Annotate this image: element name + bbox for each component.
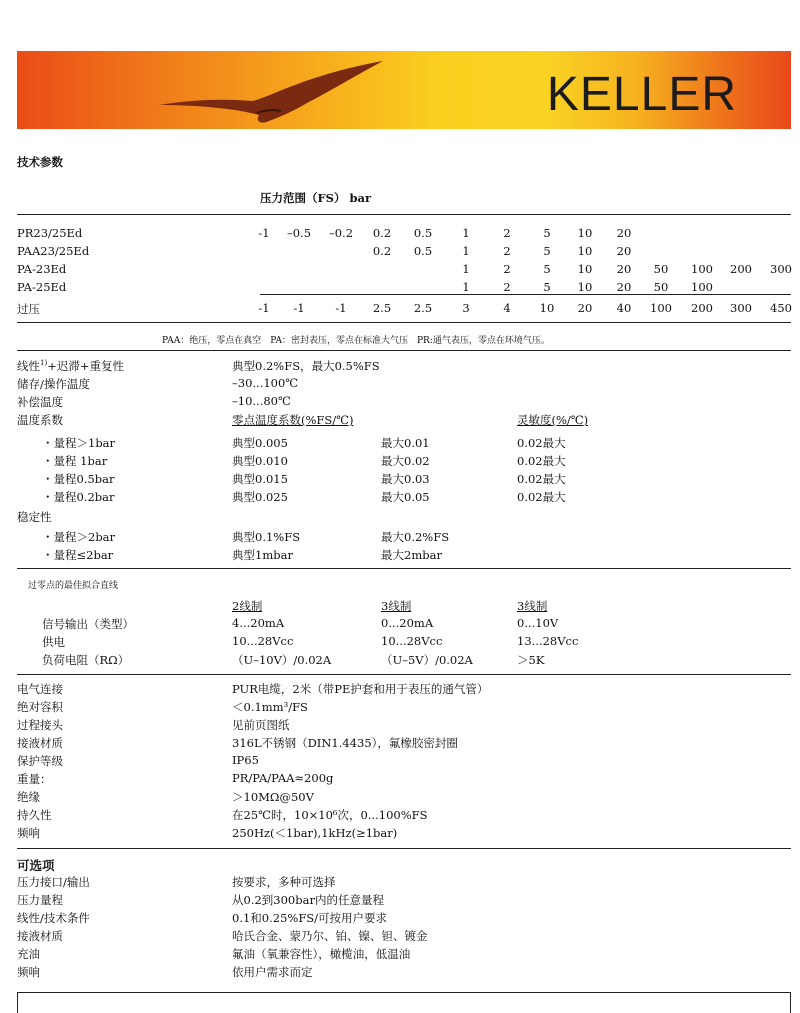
output-row-value: 10...28Vcc [381, 634, 443, 648]
footnote-best-fit: 过零点的最佳拟合直线 [28, 581, 119, 591]
range-cell: 10 [577, 280, 593, 294]
output-row-label: 负荷电阻（RΩ） [42, 653, 130, 667]
range-cell: 5 [543, 244, 551, 258]
stability-row-typ: 典型0.1%FS [232, 530, 301, 544]
tempcoef-row-max: 最大0.01 [381, 436, 430, 450]
tempcoef-row-label: ・量程0.2bar [42, 490, 115, 504]
stability-row-label: ・量程≤2bar [42, 548, 114, 562]
stability-row-typ: 典型1mbar [232, 548, 293, 562]
options-title: 可选项 [17, 858, 55, 873]
output-header-3wire: 3线制 [381, 599, 412, 613]
range-cell: 100 [650, 301, 672, 315]
range-cell: 5 [543, 262, 551, 276]
tempcoef-row-label: ・量程 1bar [42, 454, 108, 468]
range-row-label: PA-25Ed [17, 280, 67, 294]
comp-temp-label: 补偿温度 [17, 395, 63, 409]
elec-label: 接液材质 [17, 736, 63, 750]
range-cell: 300 [730, 301, 752, 315]
output-row-value: 0...10V [517, 616, 559, 630]
range-cell: 0.5 [413, 226, 433, 240]
tempcoef-row-max: 最大0.03 [381, 472, 430, 486]
storage-temp-value: –30...100℃ [232, 376, 299, 390]
range-cell: 450 [770, 301, 792, 315]
range-cell: 50 [653, 262, 669, 276]
range-cell: 0.2 [372, 244, 392, 258]
range-row-label: PR23/25Ed [17, 226, 83, 240]
elec-value: PUR电缆，2米（带PE护套和用于表压的通气管） [232, 682, 489, 696]
footnote-pressure-types: PAA：绝压，零点在真空 PA：密封表压，零点在标准大气压 PR:通气表压，零点在环境气压。 [162, 336, 550, 346]
section-title-tech: 技术参数 [17, 155, 63, 169]
linearity-value: 典型0.2%FS，最大0.5%FS [232, 359, 380, 373]
bird-logo-icon [157, 55, 397, 127]
elec-label: 持久性 [17, 808, 52, 822]
tempcoef-row-typ: 典型0.005 [232, 436, 288, 450]
option-value: 从0.2到300bar内的任意量程 [232, 893, 384, 907]
output-row-value: 13...28Vcc [517, 634, 579, 648]
output-row-value: （U–10V）/0.02A [232, 653, 332, 667]
elec-label: 频响 [17, 826, 40, 840]
range-cell: –0.2 [328, 226, 354, 240]
output-header-3wire-volt: 3线制 [517, 599, 548, 613]
output-row-value: 4...20mA [232, 616, 285, 630]
range-cell: 200 [691, 301, 713, 315]
option-label: 接液材质 [17, 929, 63, 943]
range-cell: 2 [503, 262, 511, 276]
option-label: 充油 [17, 947, 40, 961]
option-value: 哈氏合金、蒙乃尔、铂、镍、钽、镀金 [232, 929, 428, 943]
divider [17, 848, 791, 849]
elec-label: 绝缘 [17, 790, 40, 804]
range-cell: 1 [462, 244, 470, 258]
storage-temp-label: 储存/操作温度 [17, 377, 90, 391]
elec-value: 250Hz(＜1bar),1kHz(≥1bar) [232, 826, 398, 840]
range-cell: 10 [577, 244, 593, 258]
range-cell: 300 [770, 262, 792, 276]
tempcoef-row-sens: 0.02最大 [517, 472, 566, 486]
elec-value: IP65 [232, 753, 259, 767]
option-value: 0.1和0.25%FS/可按用户要求 [232, 911, 388, 925]
header-banner [17, 51, 791, 129]
linearity-label: 线性$^{1)}$+迟滞+重复性 [17, 359, 124, 373]
divider [17, 322, 791, 323]
output-row-label: 供电 [42, 635, 65, 649]
elec-value: ＜0.1mm³/FS [232, 700, 308, 714]
divider [17, 674, 791, 675]
range-cell: –0.5 [286, 226, 312, 240]
tempcoef-row-typ: 典型0.015 [232, 472, 288, 486]
range-cell: 2 [503, 226, 511, 240]
elec-label: 绝对容积 [17, 700, 63, 714]
option-value: 依用户需求而定 [232, 965, 313, 979]
range-cell: 2 [503, 280, 511, 294]
range-cell: 0.5 [413, 244, 433, 258]
stability-row-label: ・量程＞2bar [42, 530, 116, 544]
range-cell: 5 [543, 280, 551, 294]
elec-label: 过程接头 [17, 718, 63, 732]
range-cell: 20 [616, 226, 632, 240]
elec-value: 在25℃时，10×10⁶次，0...100%FS [232, 808, 428, 822]
elec-label: 保护等级 [17, 754, 63, 768]
range-cell: 2.5 [372, 301, 392, 315]
elec-value: 316L不锈钢（DIN1.4435），氟橡胶密封圈 [232, 736, 458, 750]
divider [17, 350, 791, 351]
range-cell: 100 [691, 280, 713, 294]
stability-row-max: 最大0.2%FS [381, 530, 450, 544]
elec-label: 重量： [17, 772, 52, 786]
range-header: 压力范围（FS） bar [260, 191, 372, 205]
range-cell: 20 [616, 262, 632, 276]
elec-value: PR/PA/PAA≈200g [232, 771, 334, 785]
tempcoef-row-label: ・量程0.5bar [42, 472, 115, 486]
output-row-value: 10...28Vcc [232, 634, 294, 648]
range-cell: 2.5 [413, 301, 433, 315]
output-row-label: 信号输出（类型） [42, 617, 134, 631]
range-cell: -1 [258, 226, 270, 240]
tempcoef-row-sens: 0.02最大 [517, 454, 566, 468]
elec-value: ＞10MΩ@50V [232, 790, 314, 804]
temp-coef-label: 温度系数 [17, 413, 63, 427]
range-cell: -1 [293, 301, 305, 315]
tempcoef-row-max: 最大0.05 [381, 490, 430, 504]
range-cell: 10 [577, 262, 593, 276]
option-value: 氟油（氧兼容性），橄榄油，低温油 [232, 947, 411, 961]
range-cell: 10 [539, 301, 555, 315]
option-label: 压力量程 [17, 893, 63, 907]
option-label: 线性/技术条件 [17, 911, 90, 925]
range-cell: -1 [335, 301, 347, 315]
option-label: 压力接口/输出 [17, 875, 90, 889]
range-cell: 0.2 [372, 226, 392, 240]
range-row-label: PA-23Ed [17, 262, 67, 276]
range-cell: 40 [616, 301, 632, 315]
range-cell: 3 [462, 301, 470, 315]
range-cell: 20 [616, 244, 632, 258]
output-header-2wire: 2线制 [232, 599, 263, 613]
range-cell: 1 [462, 280, 470, 294]
range-cell: 20 [616, 280, 632, 294]
tempcoef-row-label: ・量程＞1bar [42, 436, 116, 450]
elec-label: 电气连接 [17, 682, 63, 696]
overpressure-divider [260, 294, 791, 295]
output-row-value: 0...20mA [381, 616, 434, 630]
range-cell: 4 [503, 301, 511, 315]
elec-value: 见前页图纸 [232, 718, 290, 732]
range-cell: 50 [653, 280, 669, 294]
output-row-value: （U–5V）/0.02A [381, 653, 473, 667]
range-row-label: PAA23/25Ed [17, 244, 90, 258]
option-value: 按要求，多种可选择 [232, 875, 336, 889]
tempcoef-row-typ: 典型0.025 [232, 490, 288, 504]
divider [17, 568, 791, 569]
range-row-label: 过压 [17, 302, 40, 316]
range-cell: 10 [577, 226, 593, 240]
range-cell: -1 [258, 301, 270, 315]
tempcoef-row-sens: 0.02最大 [517, 436, 566, 450]
zero-coef-header: 零点温度系数(%FS/℃) [232, 413, 354, 427]
output-row-value: ＞5K [517, 653, 545, 667]
tempcoef-row-max: 最大0.02 [381, 454, 430, 468]
sensitivity-header: 灵敏度(%/℃) [517, 413, 589, 427]
stability-row-max: 最大2mbar [381, 548, 442, 562]
divider [17, 214, 791, 215]
range-cell: 1 [462, 226, 470, 240]
brand-logo: KELLER [546, 68, 737, 121]
stability-label: 稳定性 [17, 510, 52, 524]
range-cell: 1 [462, 262, 470, 276]
option-label: 频响 [17, 965, 40, 979]
range-cell: 2 [503, 244, 511, 258]
comp-temp-value: –10...80℃ [232, 394, 291, 408]
range-cell: 100 [691, 262, 713, 276]
range-cell: 20 [577, 301, 593, 315]
tempcoef-row-typ: 典型0.010 [232, 454, 288, 468]
range-cell: 5 [543, 226, 551, 240]
tempcoef-row-sens: 0.02最大 [517, 490, 566, 504]
range-cell: 200 [730, 262, 752, 276]
